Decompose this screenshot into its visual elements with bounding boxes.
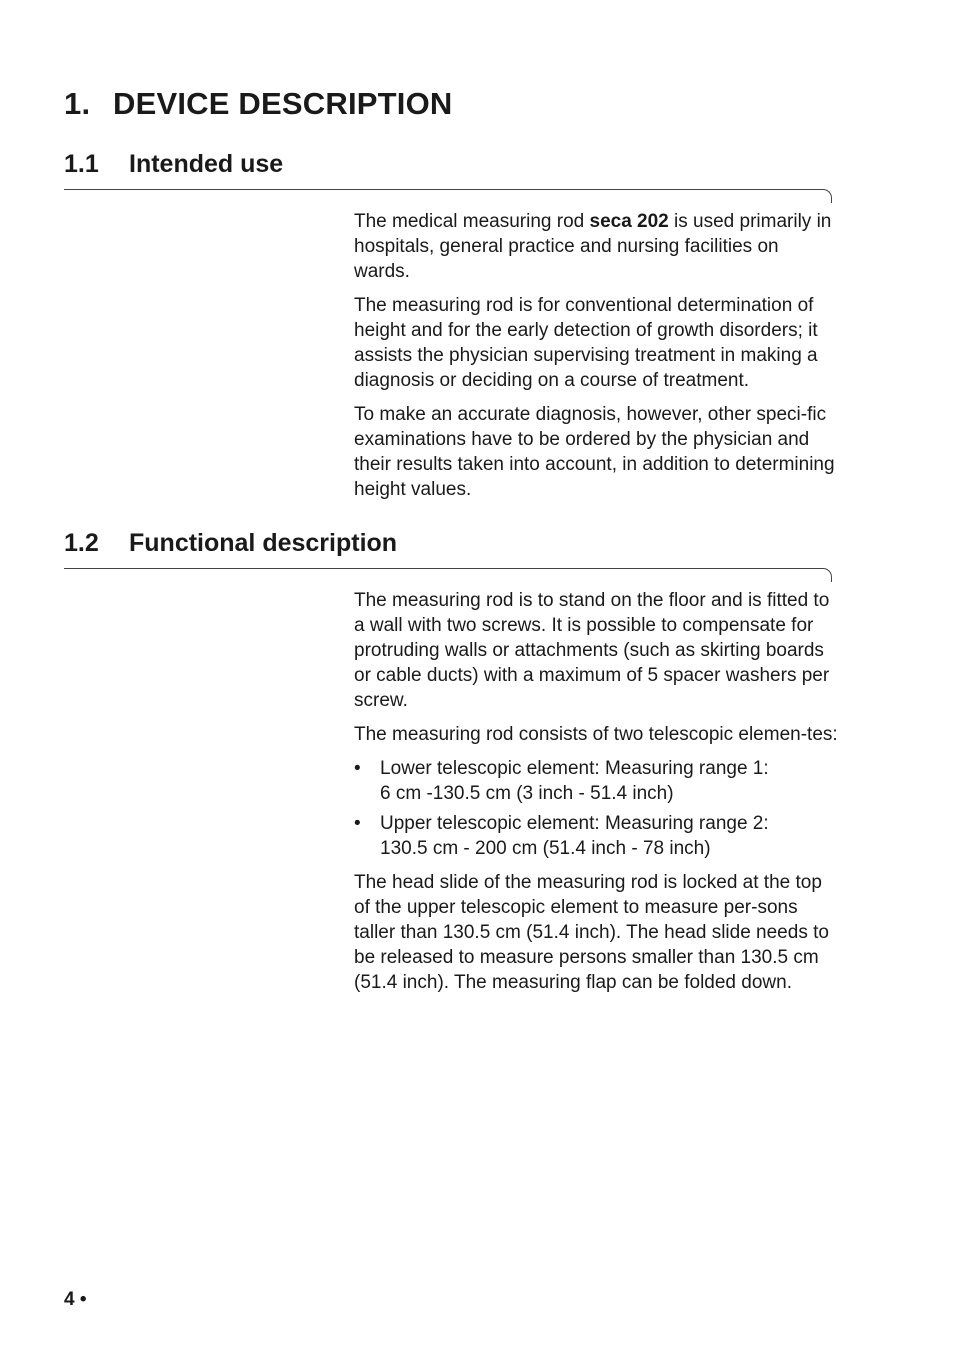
paragraph: To make an accurate diagnosis, however, other speci-fic examinations have to be ordered by the physician and their results taken into account, in addition to determining height values. (354, 404, 835, 500)
section-divider (64, 189, 832, 203)
functional-description-body (354, 588, 839, 1004)
page-number: 4 • (64, 1289, 87, 1310)
bullet-list (354, 756, 839, 861)
section-number: 1.1 (64, 150, 99, 178)
intended-use-body (354, 209, 839, 511)
product-name: seca 202 (589, 211, 669, 232)
section-divider (64, 568, 832, 582)
paragraph: The head slide of the measuring rod is locked at the top of the upper telescopic element to measure per-sons taller than 130.5 cm (51.4 inch). The head slide needs to be released to measure persons smaller than 130.5 cm (51.4 inch). The measuring flap can be folded down. (354, 872, 829, 993)
bullet-icon: • (354, 758, 361, 779)
bullet-icon: • (354, 813, 361, 834)
page-title-number: 1. (64, 86, 91, 121)
section-heading-intended-use (64, 150, 283, 179)
section-title: Intended use (129, 150, 284, 178)
paragraph: The measuring rod is to stand on the floor and is fitted to a wall with two screws. It is possible to compensate for protruding walls or attachments (such as skirting boards or cable ducts) with a maximum of 5 spacer washers per screw. (354, 590, 830, 711)
page-title-text: DEVICE DESCRIPTION (113, 86, 453, 121)
paragraph: The measuring rod is for conventional determination of height and for the early detection of growth disorders; it assists the physician supervising treatment in making a diagnosis or deciding on a course of treatment. (354, 295, 818, 391)
paragraph: The medical measuring rod seca 202 is used primarily in hospitals, general practice and nursing facilities on wards. (354, 211, 832, 282)
section-heading-functional-description (64, 529, 397, 558)
paragraph: The measuring rod consists of two telescopic elemen-tes: (354, 724, 838, 745)
section-number: 1.2 (64, 529, 99, 557)
list-item: • Lower telescopic element: Measuring range 1: 6 cm -130.5 cm (3 inch - 51.4 inch) (354, 758, 769, 804)
list-item: • Upper telescopic element: Measuring range 2: 130.5 cm - 200 cm (51.4 inch - 78 inch) (354, 813, 769, 859)
section-title: Functional description (129, 529, 398, 557)
page-title (64, 86, 452, 122)
